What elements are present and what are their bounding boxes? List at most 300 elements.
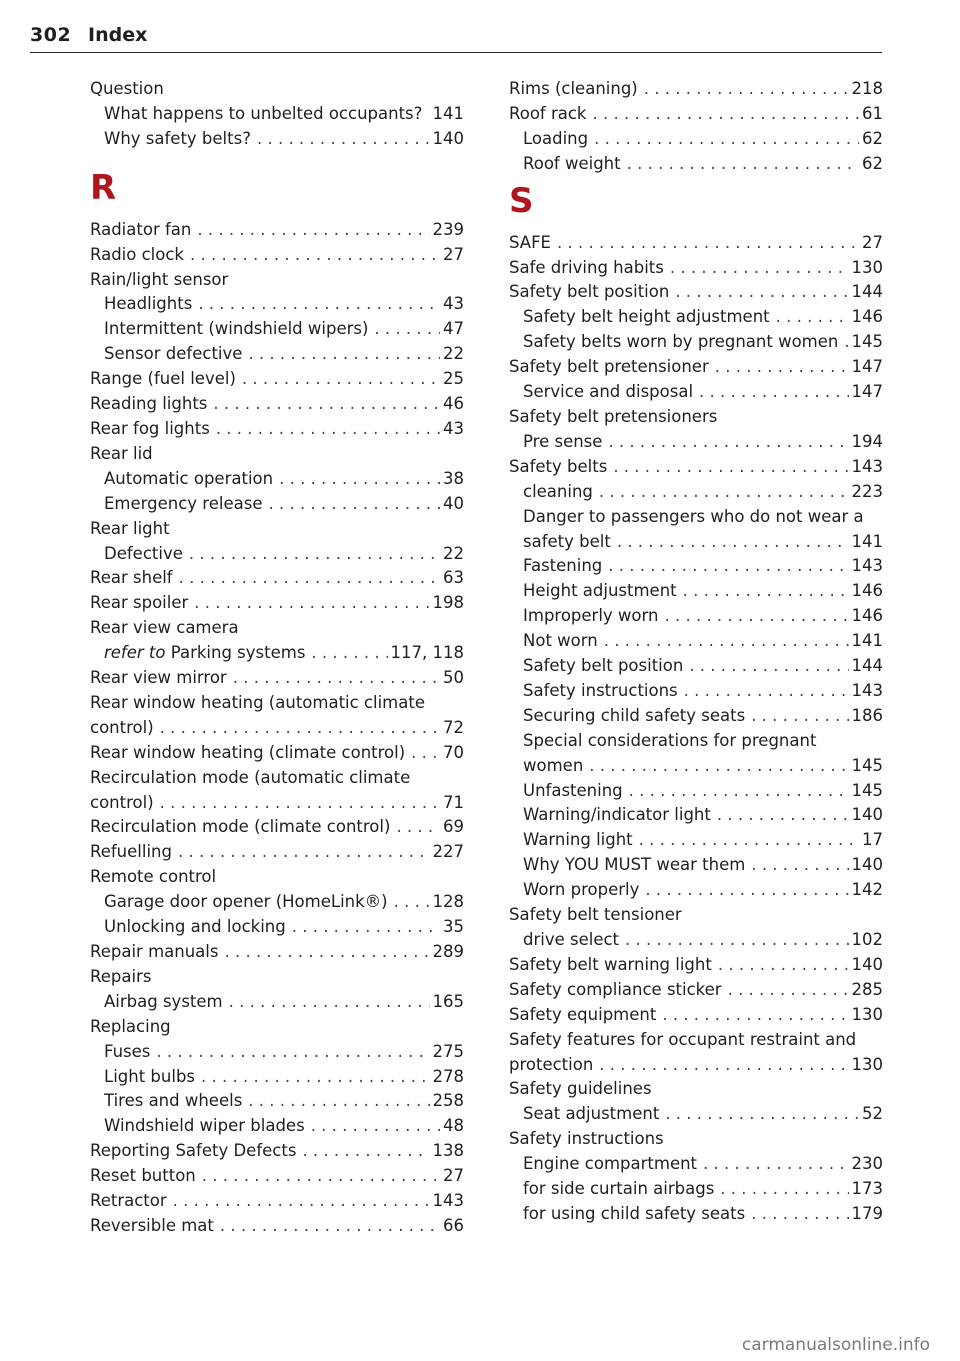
entry-label-continued: control) xyxy=(90,717,154,737)
index-entry xyxy=(90,691,464,741)
dot-leader xyxy=(179,566,440,591)
entry-row xyxy=(523,878,883,903)
entry-label: Repair manuals xyxy=(90,942,219,961)
page-reference: 223 xyxy=(851,481,883,501)
entry-label: Radiator fan xyxy=(90,219,192,239)
dot-leader xyxy=(670,256,849,281)
dot-leader xyxy=(662,1003,848,1028)
entry-label: Pre sense xyxy=(523,431,603,451)
entry-label: Special considerations for pregnant xyxy=(523,730,817,750)
index-entry xyxy=(90,392,464,417)
page-reference: 27 xyxy=(443,244,464,264)
index-subentry xyxy=(509,1177,883,1202)
index-subentry xyxy=(509,380,883,405)
index-entry xyxy=(90,517,464,542)
dot-leader xyxy=(604,629,849,654)
page-reference: 179 xyxy=(851,1203,883,1223)
entry-row xyxy=(90,1164,464,1189)
page-reference: 17 xyxy=(862,830,883,850)
index-entry xyxy=(90,1164,464,1189)
entry-label: Safe driving habits xyxy=(509,257,664,277)
dot-leader xyxy=(311,641,387,666)
index-entry xyxy=(90,766,464,816)
dot-leader xyxy=(627,152,859,177)
entry-label: Loading xyxy=(523,128,589,148)
entry-row xyxy=(90,716,464,741)
entry-label: Rims (cleaning) xyxy=(509,79,638,98)
entry-label-continued: women xyxy=(523,755,584,775)
dot-leader xyxy=(608,430,848,455)
entry-row xyxy=(523,779,883,804)
entry-label: Unfastening xyxy=(523,780,623,800)
entry-row xyxy=(523,629,883,654)
index-entry xyxy=(90,77,464,102)
entry-label: Rear fog lights xyxy=(90,418,210,438)
page-reference: 71 xyxy=(443,792,464,812)
entry-label: Reversible mat xyxy=(90,1215,214,1235)
index-subentry xyxy=(90,890,464,915)
index-subentry xyxy=(90,542,464,567)
page-reference: 52 xyxy=(862,1104,883,1124)
index-entry xyxy=(90,965,464,990)
dot-leader xyxy=(233,666,440,691)
entry-row xyxy=(523,828,883,853)
entry-row xyxy=(523,604,883,629)
entry-label: Reset button xyxy=(90,1166,196,1186)
dot-leader xyxy=(248,342,440,367)
entry-label: Not worn xyxy=(523,631,598,651)
dot-leader xyxy=(160,791,440,816)
index-entry xyxy=(90,1189,464,1214)
entry-row xyxy=(509,77,883,102)
entry-label: Service and disposal xyxy=(523,382,694,402)
dot-leader xyxy=(625,928,848,953)
entry-label: cleaning xyxy=(523,481,593,501)
page-reference: 239 xyxy=(432,219,464,239)
entry-label: Fastening xyxy=(523,556,603,576)
page-reference: 140 xyxy=(851,855,883,875)
page-reference: 140 xyxy=(851,805,883,825)
index-subentry xyxy=(90,1040,464,1065)
page-reference: 22 xyxy=(443,344,464,364)
entry-row xyxy=(523,480,883,505)
index-entry xyxy=(90,1015,464,1040)
entry-label: Safety compliance sticker xyxy=(509,979,722,999)
page-reference: 146 xyxy=(851,606,883,626)
index-entry xyxy=(509,1003,883,1028)
page-reference: 66 xyxy=(443,1215,464,1235)
entry-label: for side curtain airbags xyxy=(523,1179,715,1199)
index-entry xyxy=(90,417,464,442)
entry-row xyxy=(104,317,464,342)
entry-label: Range (fuel level) xyxy=(90,369,236,389)
index-entry xyxy=(90,218,464,243)
index-entry xyxy=(509,903,883,928)
entry-label-continued: protection xyxy=(509,1054,594,1074)
dot-leader xyxy=(224,940,429,965)
page-reference: 144 xyxy=(851,282,883,302)
entry-row xyxy=(509,1127,883,1152)
dot-leader xyxy=(557,231,859,256)
dot-leader xyxy=(279,467,440,492)
index-subentry xyxy=(509,878,883,903)
entry-label: Rear window heating (automatic climate xyxy=(90,692,425,712)
entry-label: Rear light xyxy=(90,518,170,538)
dot-leader xyxy=(645,878,848,903)
index-subentry xyxy=(90,641,464,666)
dot-leader xyxy=(374,317,440,342)
dot-leader xyxy=(608,554,848,579)
dot-leader xyxy=(703,1152,848,1177)
entry-label: Rain/light sensor xyxy=(90,269,229,289)
page-reference: 130 xyxy=(851,1004,883,1024)
page-reference: 140 xyxy=(432,128,464,148)
entry-label: Safety belts xyxy=(509,456,608,476)
entry-label: Windshield wiper blades xyxy=(104,1116,305,1136)
index-subentry xyxy=(90,1114,464,1139)
index-entry xyxy=(90,815,464,840)
index-entry xyxy=(90,865,464,890)
entry-row xyxy=(509,256,883,281)
index-subentry xyxy=(509,554,883,579)
entry-row xyxy=(523,127,883,152)
dot-leader xyxy=(593,102,860,127)
entry-row xyxy=(104,542,464,567)
entry-label: Fuses xyxy=(104,1041,151,1061)
dot-leader xyxy=(684,679,849,704)
entry-row xyxy=(523,530,883,555)
entry-label: Rear spoiler xyxy=(90,593,189,613)
entry-row xyxy=(90,865,464,890)
page-reference: 43 xyxy=(443,418,464,438)
page-reference: 43 xyxy=(443,294,464,314)
page-reference: 25 xyxy=(443,369,464,389)
index-entry xyxy=(90,367,464,392)
index-entry xyxy=(90,566,464,591)
entry-row xyxy=(523,853,883,878)
entry-label: Safety belt tensioner xyxy=(509,905,682,925)
entry-label: Reading lights xyxy=(90,394,208,414)
section-letter: R xyxy=(90,167,117,208)
page-reference: 141 xyxy=(851,531,883,551)
entry-label: Defective xyxy=(104,543,183,563)
entry-label: Recirculation mode (automatic climate xyxy=(90,767,411,787)
entry-label: for using child safety seats xyxy=(523,1203,746,1223)
dot-leader xyxy=(639,828,859,853)
page-reference: 70 xyxy=(443,742,464,762)
index-subentry xyxy=(509,152,883,177)
page-reference: 147 xyxy=(851,382,883,402)
entry-row xyxy=(104,1114,464,1139)
entry-label: Safety equipment xyxy=(509,1004,657,1024)
dot-leader xyxy=(589,754,848,779)
index-subentry xyxy=(90,102,464,127)
page-reference: 275 xyxy=(432,1041,464,1061)
entry-label: Rear shelf xyxy=(90,568,173,588)
entry-label: Safety belt height adjustment xyxy=(523,307,770,327)
dot-leader xyxy=(617,530,849,555)
page-reference: 61 xyxy=(862,103,883,123)
entry-label: Refuelling xyxy=(90,842,172,862)
page-reference: 144 xyxy=(851,656,883,676)
page-reference: 27 xyxy=(862,232,883,252)
entry-row xyxy=(90,77,464,102)
index-subentry xyxy=(90,1065,464,1090)
dot-leader xyxy=(751,704,848,729)
entry-row xyxy=(523,1177,883,1202)
entry-row xyxy=(104,292,464,317)
index-subentry xyxy=(509,480,883,505)
entry-row xyxy=(523,1152,883,1177)
entry-row xyxy=(104,1089,464,1114)
entry-label: Airbag system xyxy=(104,991,223,1011)
entry-label: What happens to unbelted occupants? xyxy=(104,103,423,123)
entry-label: Reporting Safety Defects xyxy=(90,1141,297,1161)
entry-row xyxy=(104,990,464,1015)
entry-label: Safety instructions xyxy=(523,680,678,700)
page-reference: 258 xyxy=(432,1091,464,1111)
index-subentry xyxy=(509,853,883,878)
entry-label: Warning light xyxy=(523,830,633,850)
page-reference: 140 xyxy=(851,954,883,974)
entry-label: Garage door opener (HomeLink®) xyxy=(104,892,388,912)
page-reference: 143 xyxy=(851,680,883,700)
entry-row xyxy=(523,579,883,604)
dot-leader xyxy=(248,1089,429,1114)
index-entry xyxy=(90,741,464,766)
page-reference: 142 xyxy=(851,880,883,900)
index-subentry xyxy=(509,127,883,152)
page-reference: 285 xyxy=(851,979,883,999)
dot-leader xyxy=(160,716,440,741)
entry-row xyxy=(523,1202,883,1227)
index-subentry xyxy=(509,430,883,455)
dot-leader xyxy=(683,579,849,604)
page-reference: 173 xyxy=(851,1179,883,1199)
entry-row xyxy=(90,965,464,990)
entry-label: Safety instructions xyxy=(509,1129,664,1149)
index-entry xyxy=(509,102,883,127)
entry-row xyxy=(104,1040,464,1065)
page-reference: 145 xyxy=(851,755,883,775)
index-column-left xyxy=(90,77,464,1239)
index-subentry xyxy=(90,990,464,1015)
entry-label-continued: control) xyxy=(90,792,154,812)
entry-label: drive select xyxy=(523,930,620,949)
entry-row xyxy=(90,741,464,766)
entry-row xyxy=(90,1189,464,1214)
entry-label: Rear window heating (climate control) xyxy=(90,742,406,762)
entry-row xyxy=(90,517,464,542)
dot-leader xyxy=(216,417,440,442)
entry-label: Rear view camera xyxy=(90,618,239,638)
page-reference: 63 xyxy=(443,568,464,588)
entry-row xyxy=(509,102,883,127)
page-reference: 130 xyxy=(851,257,883,277)
refer-to-prefix: refer to xyxy=(104,643,166,663)
entry-row xyxy=(104,127,464,152)
page-reference: 141 xyxy=(851,631,883,651)
page-reference: 145 xyxy=(851,780,883,800)
page-reference: 186 xyxy=(851,705,883,725)
dot-leader xyxy=(178,840,430,865)
dot-leader xyxy=(720,1177,848,1202)
index-subentry xyxy=(509,828,883,853)
entry-row xyxy=(90,940,464,965)
entry-row xyxy=(90,1015,464,1040)
entry-row xyxy=(104,890,464,915)
index-entry xyxy=(509,1077,883,1102)
entry-row xyxy=(104,102,464,127)
entry-label: Remote control xyxy=(90,867,217,887)
entry-row xyxy=(523,679,883,704)
dot-leader xyxy=(257,127,430,152)
entry-label: Automatic operation xyxy=(104,468,274,488)
index-subentry xyxy=(509,579,883,604)
entry-row xyxy=(90,218,464,243)
entry-row xyxy=(523,754,883,779)
dot-leader xyxy=(189,542,440,567)
entry-label: Rear lid xyxy=(90,443,153,463)
index-entry xyxy=(90,840,464,865)
entry-label: Securing child safety seats xyxy=(523,705,746,725)
entry-row xyxy=(509,1003,883,1028)
entry-label xyxy=(104,641,305,666)
page-reference: 62 xyxy=(862,153,883,173)
dot-leader xyxy=(599,1053,848,1078)
page-reference: 46 xyxy=(443,394,464,414)
dot-leader xyxy=(718,953,849,978)
entry-row xyxy=(90,442,464,467)
entry-label: Safety guidelines xyxy=(509,1079,652,1099)
dot-leader xyxy=(201,1065,429,1090)
entry-row xyxy=(523,928,883,953)
index-entry xyxy=(509,77,883,102)
index-entry xyxy=(90,442,464,467)
entry-label: Worn properly xyxy=(523,880,640,900)
entry-row xyxy=(509,405,883,430)
entry-row xyxy=(509,903,883,928)
dot-leader xyxy=(751,1202,848,1227)
dot-leader xyxy=(699,380,848,405)
dot-leader xyxy=(396,815,440,840)
page-reference: 128 xyxy=(432,892,464,912)
dot-leader xyxy=(751,853,848,878)
entry-row xyxy=(90,367,464,392)
entry-row xyxy=(523,430,883,455)
dot-leader xyxy=(213,392,440,417)
index-subentry xyxy=(509,729,883,779)
page-reference: 278 xyxy=(432,1066,464,1086)
dot-leader xyxy=(411,741,440,766)
dot-leader xyxy=(292,915,440,940)
dot-leader xyxy=(220,1214,440,1239)
index-entry xyxy=(90,1139,464,1164)
index-subentry xyxy=(509,779,883,804)
dot-leader xyxy=(665,1102,859,1127)
page-reference: 289 xyxy=(432,942,464,961)
dot-leader xyxy=(599,480,849,505)
entry-label: Danger to passengers who do not wear a xyxy=(523,506,864,526)
page-number: 302 xyxy=(30,24,72,46)
page-reference: 130 xyxy=(851,1054,883,1074)
entry-label: Unlocking and locking xyxy=(104,917,286,937)
entry-row xyxy=(104,915,464,940)
index-subentry xyxy=(509,803,883,828)
entry-label: Warning/indicator light xyxy=(523,805,711,825)
entry-row xyxy=(90,1214,464,1239)
entry-row xyxy=(509,1053,883,1078)
entry-label: Height adjustment xyxy=(523,581,677,601)
index-subentry xyxy=(509,305,883,330)
page-reference: 27 xyxy=(443,1166,464,1186)
entry-label: Seat adjustment xyxy=(523,1104,660,1124)
dot-leader xyxy=(689,654,848,679)
index-entry xyxy=(509,978,883,1003)
index-entry xyxy=(509,1028,883,1078)
dot-leader xyxy=(675,280,848,305)
page-reference: 165 xyxy=(432,991,464,1011)
entry-label: SAFE xyxy=(509,232,551,252)
page-reference: 143 xyxy=(432,1191,464,1211)
entry-row xyxy=(90,566,464,591)
dot-leader xyxy=(229,990,430,1015)
index-subentry xyxy=(509,629,883,654)
dot-leader xyxy=(844,330,848,355)
page-reference: 35 xyxy=(443,917,464,937)
index-entry xyxy=(509,455,883,480)
entry-label: Safety belt position xyxy=(523,656,684,676)
entry-label: Intermittent (windshield wipers) xyxy=(104,319,369,339)
index-subentry xyxy=(509,1202,883,1227)
page-reference: 230 xyxy=(851,1154,883,1174)
page-reference: 72 xyxy=(443,717,464,737)
page-reference: 146 xyxy=(851,581,883,601)
index-entry xyxy=(509,953,883,978)
index-entry xyxy=(509,231,883,256)
entry-row xyxy=(104,342,464,367)
page-reference: 62 xyxy=(862,128,883,148)
dot-leader xyxy=(717,803,849,828)
index-subentry xyxy=(90,127,464,152)
entry-label: Safety belt position xyxy=(509,282,670,302)
page-reference: 38 xyxy=(443,468,464,488)
dot-leader xyxy=(613,455,848,480)
entry-label: Why safety belts? xyxy=(104,128,251,148)
entry-label-continued: safety belt xyxy=(523,531,611,551)
index-subentry xyxy=(509,1152,883,1177)
index-subentry xyxy=(90,915,464,940)
entry-row xyxy=(104,467,464,492)
dot-leader xyxy=(664,604,848,629)
entry-label: Rear view mirror xyxy=(90,668,227,688)
entry-row xyxy=(509,355,883,380)
entry-row xyxy=(90,1139,464,1164)
dot-leader xyxy=(156,1040,429,1065)
entry-label: Light bulbs xyxy=(104,1066,196,1086)
entry-label: Why YOU MUST wear them xyxy=(523,855,746,875)
entry-row xyxy=(523,1102,883,1127)
entry-label: Question xyxy=(90,79,164,98)
page-title: Index xyxy=(88,24,148,46)
entry-label: Safety belts worn by pregnant women xyxy=(523,332,839,352)
index-entry xyxy=(509,355,883,380)
index-subentry xyxy=(509,330,883,355)
entry-row xyxy=(90,417,464,442)
dot-leader xyxy=(190,243,440,268)
entry-row xyxy=(90,815,464,840)
entry-row xyxy=(90,791,464,816)
